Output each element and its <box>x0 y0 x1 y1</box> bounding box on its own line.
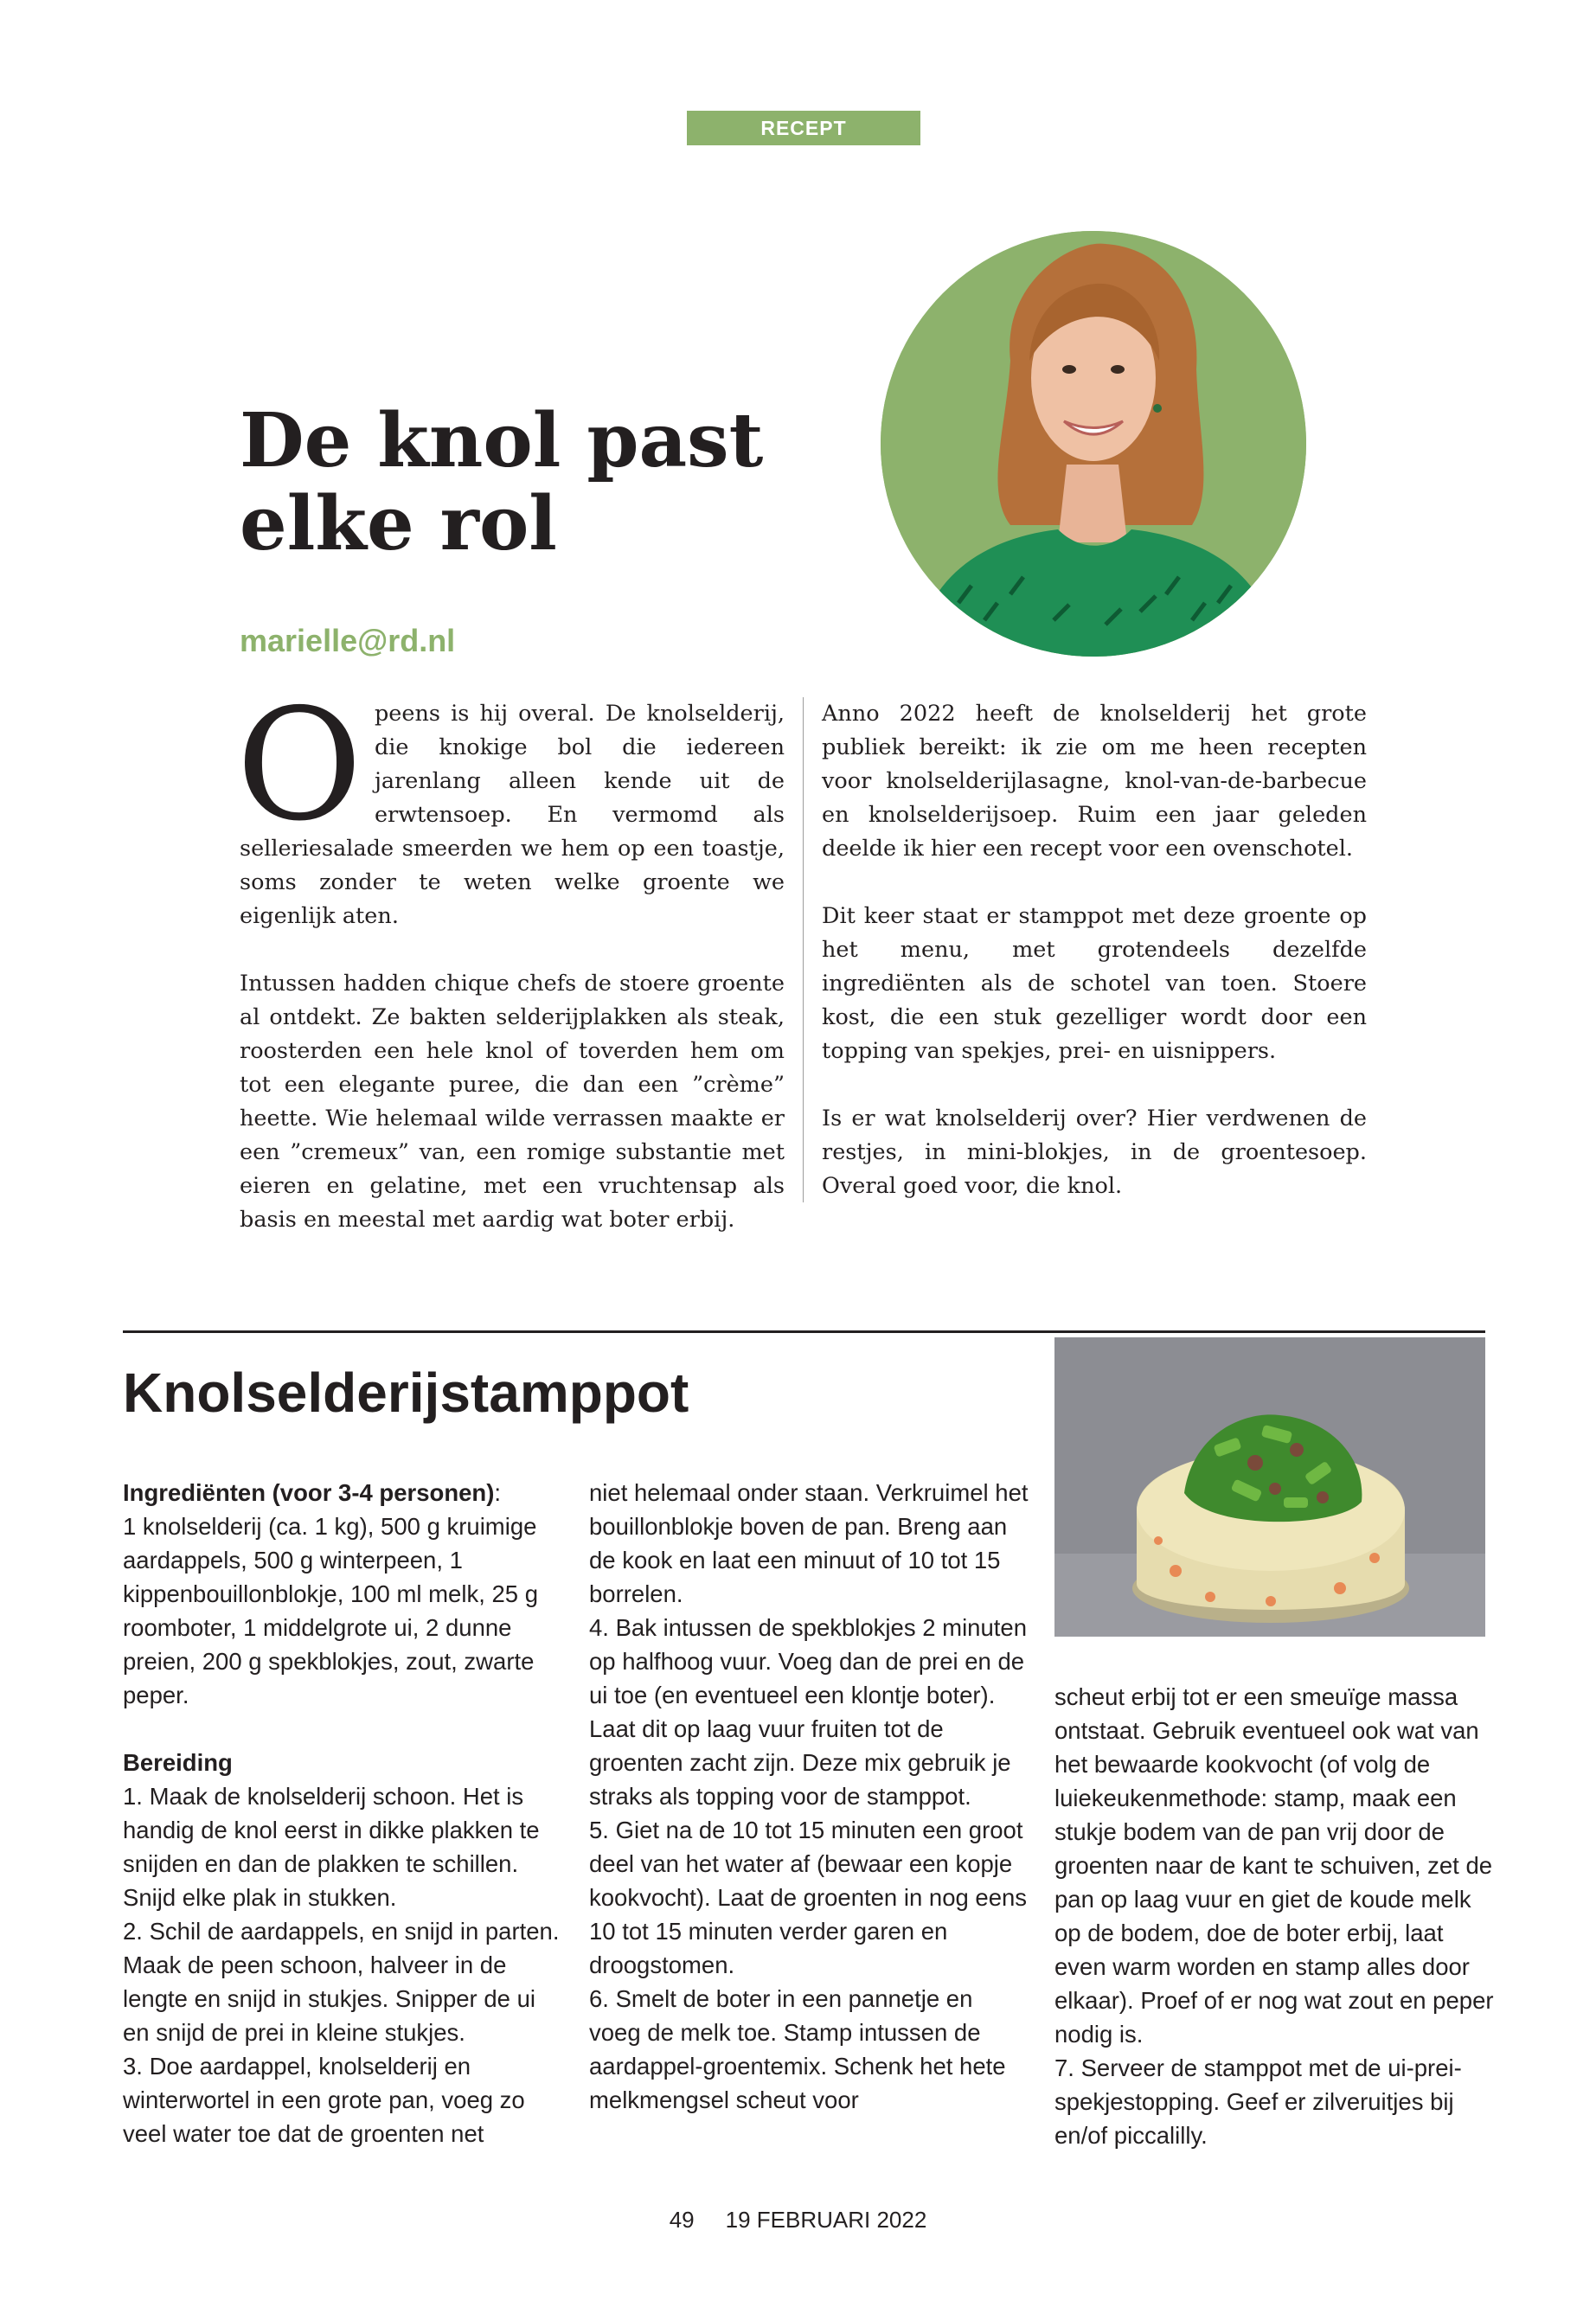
recipe-step: niet helemaal onder staan. Verkruimel het bouillonblokje boven de pan. Breng aan de kook en laat een minuut of 10 tot 15 borrelen. <box>589 1479 1029 1607</box>
recipe-step: 6. Smelt de boter in een pannetje en voeg de melk toe. Stamp intussen de aardappel-groentemix. Schenk het hete melkmengsel scheut voor <box>589 1985 1006 2113</box>
recipe-section-rule <box>123 1330 1485 1333</box>
page-footer <box>0 2207 1596 2234</box>
column-divider <box>803 697 804 1202</box>
author-portrait <box>881 231 1306 657</box>
ingredients-list: 1 knolselderij (ca. 1 kg), 500 g kruimige aardappels, 500 g winterpeen, 1 kippenbouillonblokje, 100 ml melk, 25 g roomboter, 1 middelgrote ui, 2 dunne preien, 200 g spekblokjes, zout, zwarte peper. <box>123 1513 539 1708</box>
recipe-step: scheut erbij tot er een smeuïge massa ontstaat. Gebruik eventueel ook wat van het bewaarde kookvocht (of volg de luiekeukenmethode: stamp, maak een stukje bodem van de pan vrij door de groenten naar de kant te schuiven, zet de pan op laag vuur en giet de koude melk op de bodem, doe de boter erbij, laat even warm worden en stamp alles door elkaar). Proef of er nog wat zout en peper nodig is. <box>1054 1683 1494 2048</box>
recipe-step: 7. Serveer de stamppot met de ui-prei-spekjestopping. Geef er zilveruitjes bij en/of piccalilly. <box>1054 2054 1462 2149</box>
recipe-step: 4. Bak intussen de spekblokjes 2 minuten op halfhoog vuur. Voeg dan de prei en de ui toe (en eventueel een klontje boter). Laat dit op laag vuur fruiten tot de groenten zacht zijn. Deze mix gebruik je straks als topping voor de stamppot. <box>589 1614 1027 1810</box>
author-portrait-illustration <box>881 231 1306 657</box>
ingredients-block <box>123 1476 564 1509</box>
recipe-step: 2. Schil de aardappels, en snijd in parten. Maak de peen schoon, halveer in de lengte en snijd in stukjes. Snipper de ui en snijd de prei in kleine stukjes. <box>123 1918 560 2046</box>
dish-photo <box>1054 1337 1485 1637</box>
recipe-column-2 <box>589 1476 1030 2117</box>
author-email[interactable]: marielle@rd.nl <box>240 623 456 658</box>
recipe-title: Knolselderijstamppot <box>123 1362 689 1424</box>
drop-cap: O <box>236 676 362 855</box>
page-number: 49 <box>669 2207 695 2233</box>
recipe-step: 3. Doe aardappel, knolselderij en winterwortel in een grote pan, voeg zo veel water toe dat de groenten net <box>123 2053 525 2147</box>
ingredients-heading-colon: : <box>494 1479 502 1506</box>
recipe-step: 1. Maak de knolselderij schoon. Het is handig de knol eerst in dikke plakken te snijden en dan de plakken te schillen. Snijd elke plak in stukken. <box>123 1783 540 1911</box>
ingredients-heading: Ingrediënten (voor 3-4 personen) <box>123 1479 495 1506</box>
article-paragraph: Is er wat knolselderij over? Hier verdwenen de restjes, in mini-blokjes, in de groentesoep. Overal goed voor, die knol. <box>822 1106 1367 1199</box>
recipe-column-1 <box>123 1476 564 2150</box>
article-paragraph: Anno 2022 heeft de knolselderij het grote publiek bereikt: ik zie om me heen recepten voor knolselderijlasagne, knol-van-de-barbecue en knolselderijsoep. Ruim een jaar geleden deelde ik hier een recept voor een ovenschotel. <box>822 701 1367 862</box>
paragraph-text: peens is hij overal. De knolselderij, die knokige bol die iedereen jarenlang alleen kende uit de erwtensoep. En vermomd als selleriesalade smeerden we hem op een toastje, soms zonder te weten welke groente we eigenlijk aten. <box>240 701 785 929</box>
issue-date: 19 FEBRUARI 2022 <box>725 2207 927 2233</box>
method-heading-block <box>123 1746 564 1779</box>
article-paragraph <box>236 676 785 933</box>
dish-photo-illustration <box>1054 1337 1485 1637</box>
article-title: De knol past elke rol <box>240 397 764 567</box>
article-paragraph: Dit keer staat er stamppot met deze groente op het menu, met grotendeels dezelfde ingrediënten als de schotel van toen. Stoere kost, die een stuk gezelliger wordt door een topping van spekjes, prei- en uisnippers. <box>822 903 1367 1064</box>
article-column-left <box>236 676 785 1237</box>
article-paragraph: Intussen hadden chique chefs de stoere groente al ontdekt. Ze bakten selderijplakken als steak, roosterden een hele knol of toverden hem om tot een elegante puree, die dan een ”crème” heette. Wie helemaal wilde verrassen maakte er een ”cremeux” van, een romige substantie met eieren en gelatine, met een vruchtensap als basis en meestal met aardig wat boter erbij. <box>240 971 785 1233</box>
article-column-right <box>822 697 1367 1203</box>
method-heading: Bereiding <box>123 1749 233 1776</box>
recipe-step: 5. Giet na de 10 tot 15 minuten een groot deel van het water af (bewaar een kopje kookvocht). Laat de groenten in nog eens 10 tot 15 minuten verder garen en droogstomen. <box>589 1817 1028 1978</box>
recipe-column-3 <box>1054 1680 1496 2152</box>
category-tag: RECEPT <box>687 111 920 145</box>
